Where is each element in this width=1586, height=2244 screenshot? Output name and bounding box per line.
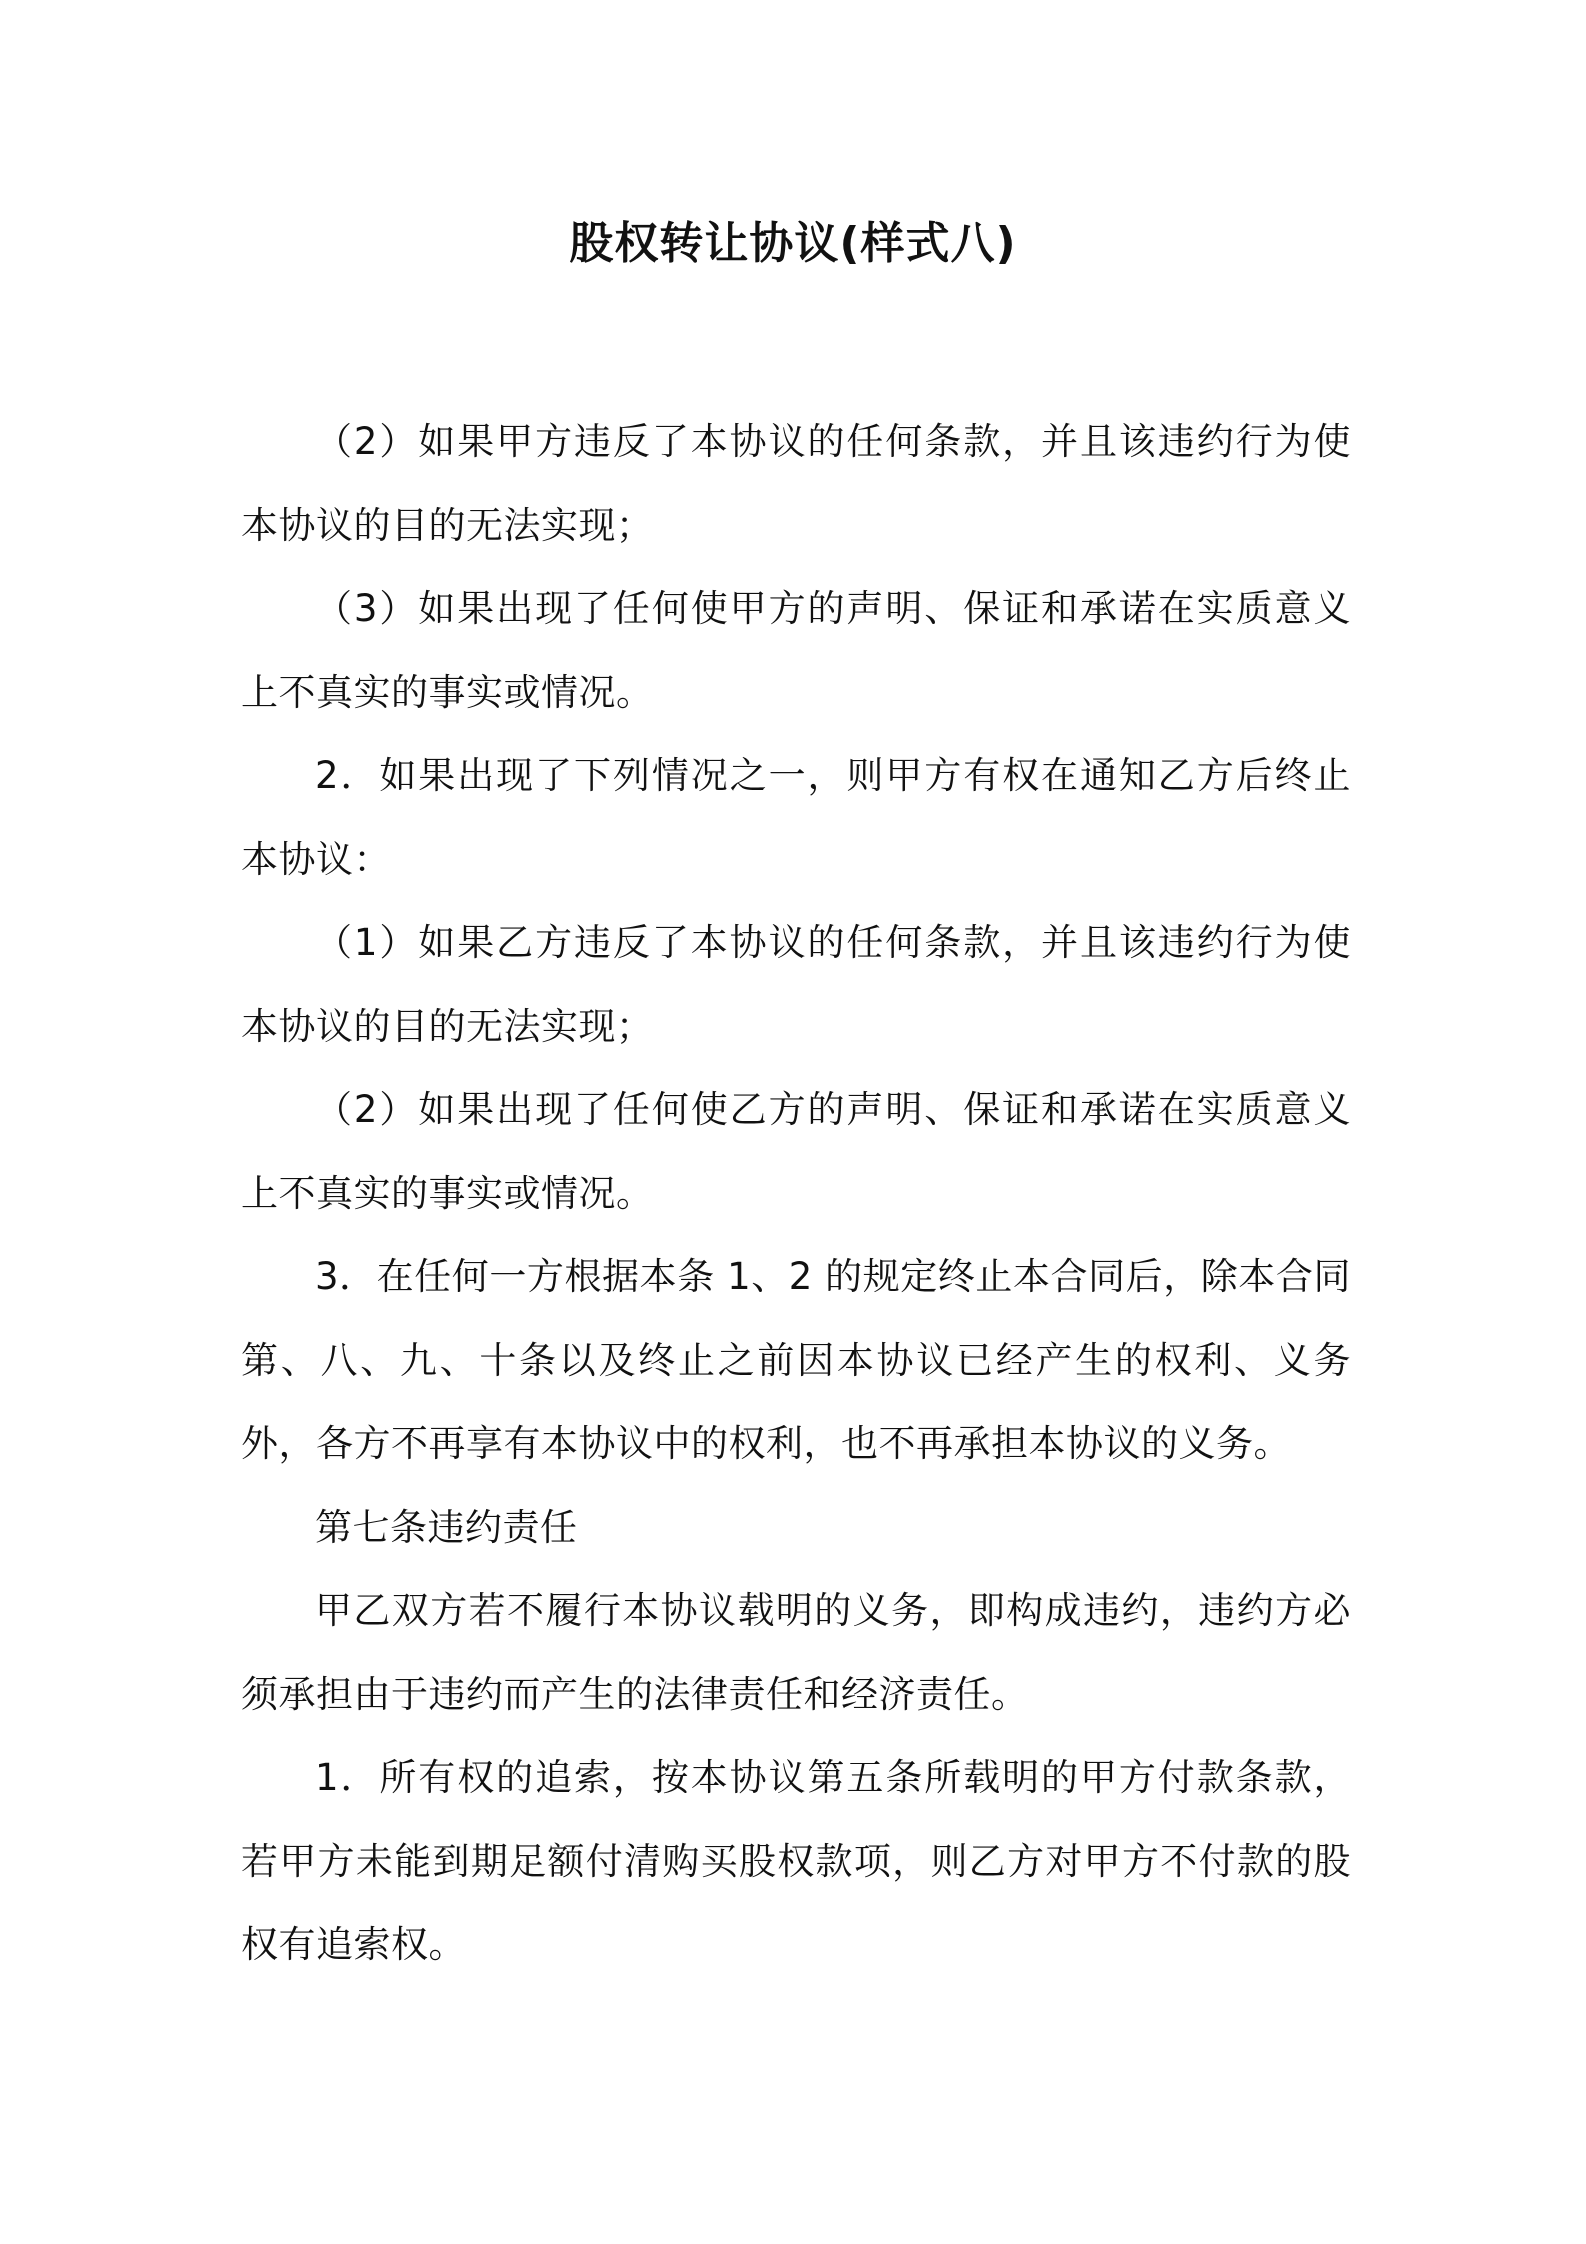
clause-paragraph: （2）如果甲方违反了本协议的任何条款，并且该违约行为使本协议的目的无法实现； xyxy=(241,420,1351,547)
clause-paragraph: 甲乙双方若不履行本协议载明的义务，即构成违约，违约方必须承担由于违约而产生的法律责任和经济责任。 xyxy=(241,1589,1351,1716)
clause-paragraph: 3．在任何一方根据本条 1、2 的规定终止本合同后，除本合同第、八、九、十条以及终止之前因本协议已经产生的权利、义务外，各方不再享有本协议中的权利，也不再承担本协议的义务。 xyxy=(241,1255,1351,1465)
clause-paragraph: （3）如果出现了任何使甲方的声明、保证和承诺在实质意义上不真实的事实或情况。 xyxy=(241,587,1351,714)
clause-paragraph: 1．所有权的追索，按本协议第五条所载明的甲方付款条款，若甲方未能到期足额付清购买股权款项，则乙方对甲方不付款的股权有追索权。 xyxy=(241,1756,1351,1966)
section-heading: 第七条违约责任 xyxy=(315,1505,578,1549)
clause-paragraph: 2．如果出现了下列情况之一，则甲方有权在通知乙方后终止本协议： xyxy=(241,754,1351,881)
clause-paragraph: （1）如果乙方违反了本协议的任何条款，并且该违约行为使本协议的目的无法实现； xyxy=(241,921,1351,1048)
clause-paragraph: （2）如果出现了任何使乙方的声明、保证和承诺在实质意义上不真实的事实或情况。 xyxy=(241,1088,1351,1215)
document-title: 股权转让协议(样式八) xyxy=(569,218,1017,269)
document-body xyxy=(241,400,1351,1987)
